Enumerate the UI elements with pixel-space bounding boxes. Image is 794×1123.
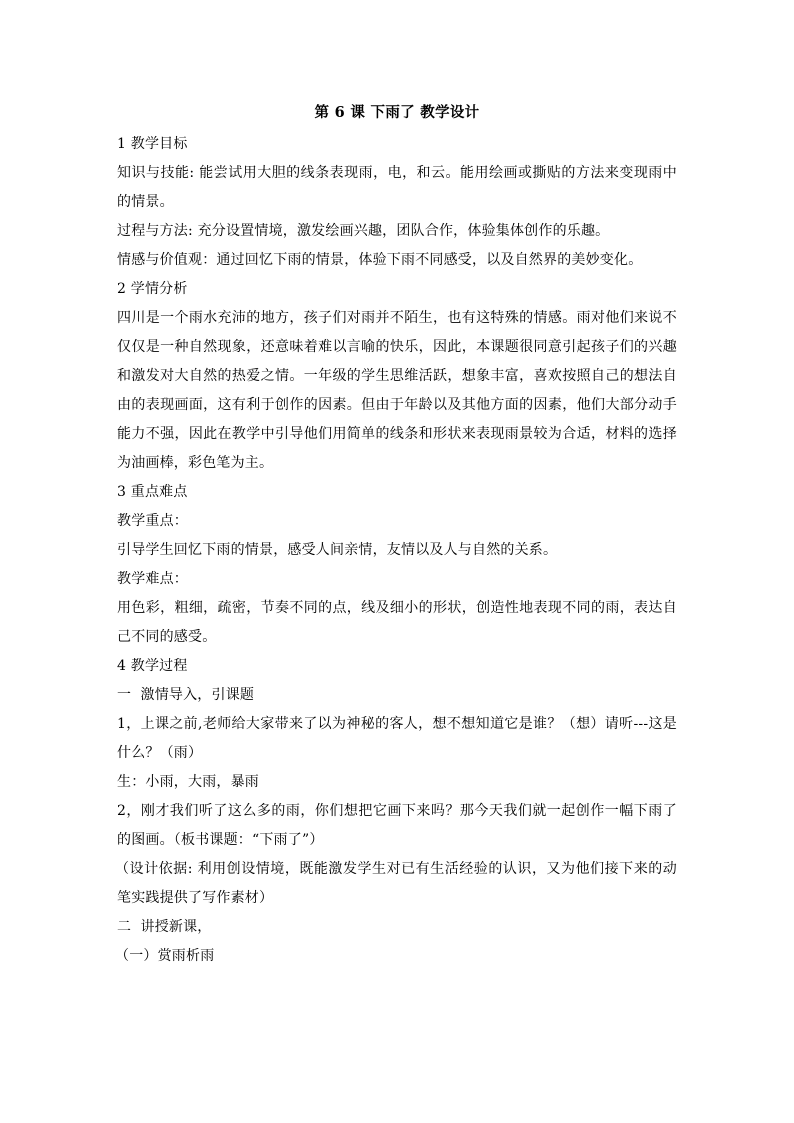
paragraph-step-1: 1，上课之前,老师给大家带来了以为神秘的客人，想不想知道它是谁？（想）请听---这是什么？（雨）	[117, 716, 677, 761]
paragraph-step-2: 2，刚才我们听了这么多的雨，你们想把它画下来吗？那今天我们就一起创作一幅下雨了的图画。（板书课题：“下雨了”）	[117, 803, 677, 848]
document-title: 第 6 课 下雨了 教学设计	[314, 104, 480, 121]
paragraph-student-analysis: 四川是一个雨水充沛的地方，孩子们对雨并不陌生，也有这特殊的情感。雨对他们来说不仅仅是一种自然现象，还意味着难以言喻的快乐，因此，本课题很同意引起孩子们的兴趣和激发对大自然的热爱之情。一年级的学生思维活跃，想象丰富，喜欢按照自己的想法自由的表现画面，这有利于创作的因素。但由于年龄以及其他方面的因素，他们大部分动手能力不强，因此在教学中引导他们用简单的线条和形状来表现雨景较为合适，材料的选择为油画棒，彩色笔为主。	[117, 310, 677, 471]
paragraph-emotion-values: 情感与价值观：通过回忆下雨的情景，体验下雨不同感受，以及自然界的美妙变化。	[117, 252, 643, 268]
paragraph-process-method: 过程与方法: 充分设置情境，激发绘画兴趣，团队合作，体验集体创作的乐趣。	[117, 223, 610, 239]
subheading-new-lesson: 二 讲授新课，	[117, 919, 212, 935]
subheading-intro: 一 激情导入，引课题	[117, 687, 255, 703]
paragraph-teaching-difficulty: 用色彩，粗细，疏密，节奏不同的点，线及细小的形状，创造性地表现不同的雨，表达自己不同的感受。	[117, 600, 677, 645]
subheading-appreciate-rain: （一）赏雨析雨	[115, 948, 215, 964]
label-teaching-focus: 教学重点：	[117, 513, 188, 529]
paragraph-teaching-focus: 引导学生回忆下雨的情景，感受人间亲情，友情以及人与自然的关系。	[117, 542, 558, 558]
paragraph-knowledge-skills: 知识与技能: 能尝试用大胆的线条表现雨，电，和云。能用绘画或撕贴的方法来变现雨中的情景。	[117, 165, 677, 210]
section-heading-analysis: 2 学情分析	[117, 281, 188, 297]
section-heading-objectives: 1 教学目标	[117, 136, 188, 152]
paragraph-design-basis: （设计依据: 利用创设情境，既能激发学生对已有生活经验的认识，又为他们接下来的动笔实践提供了写作素材）	[115, 861, 677, 906]
section-heading-key-points: 3 重点难点	[117, 484, 188, 500]
paragraph-student-answer: 生：小雨，大雨，暴雨	[117, 774, 259, 790]
document-page	[117, 100, 677, 971]
label-teaching-difficulty: 教学难点：	[117, 571, 188, 587]
section-heading-process: 4 教学过程	[117, 658, 188, 674]
